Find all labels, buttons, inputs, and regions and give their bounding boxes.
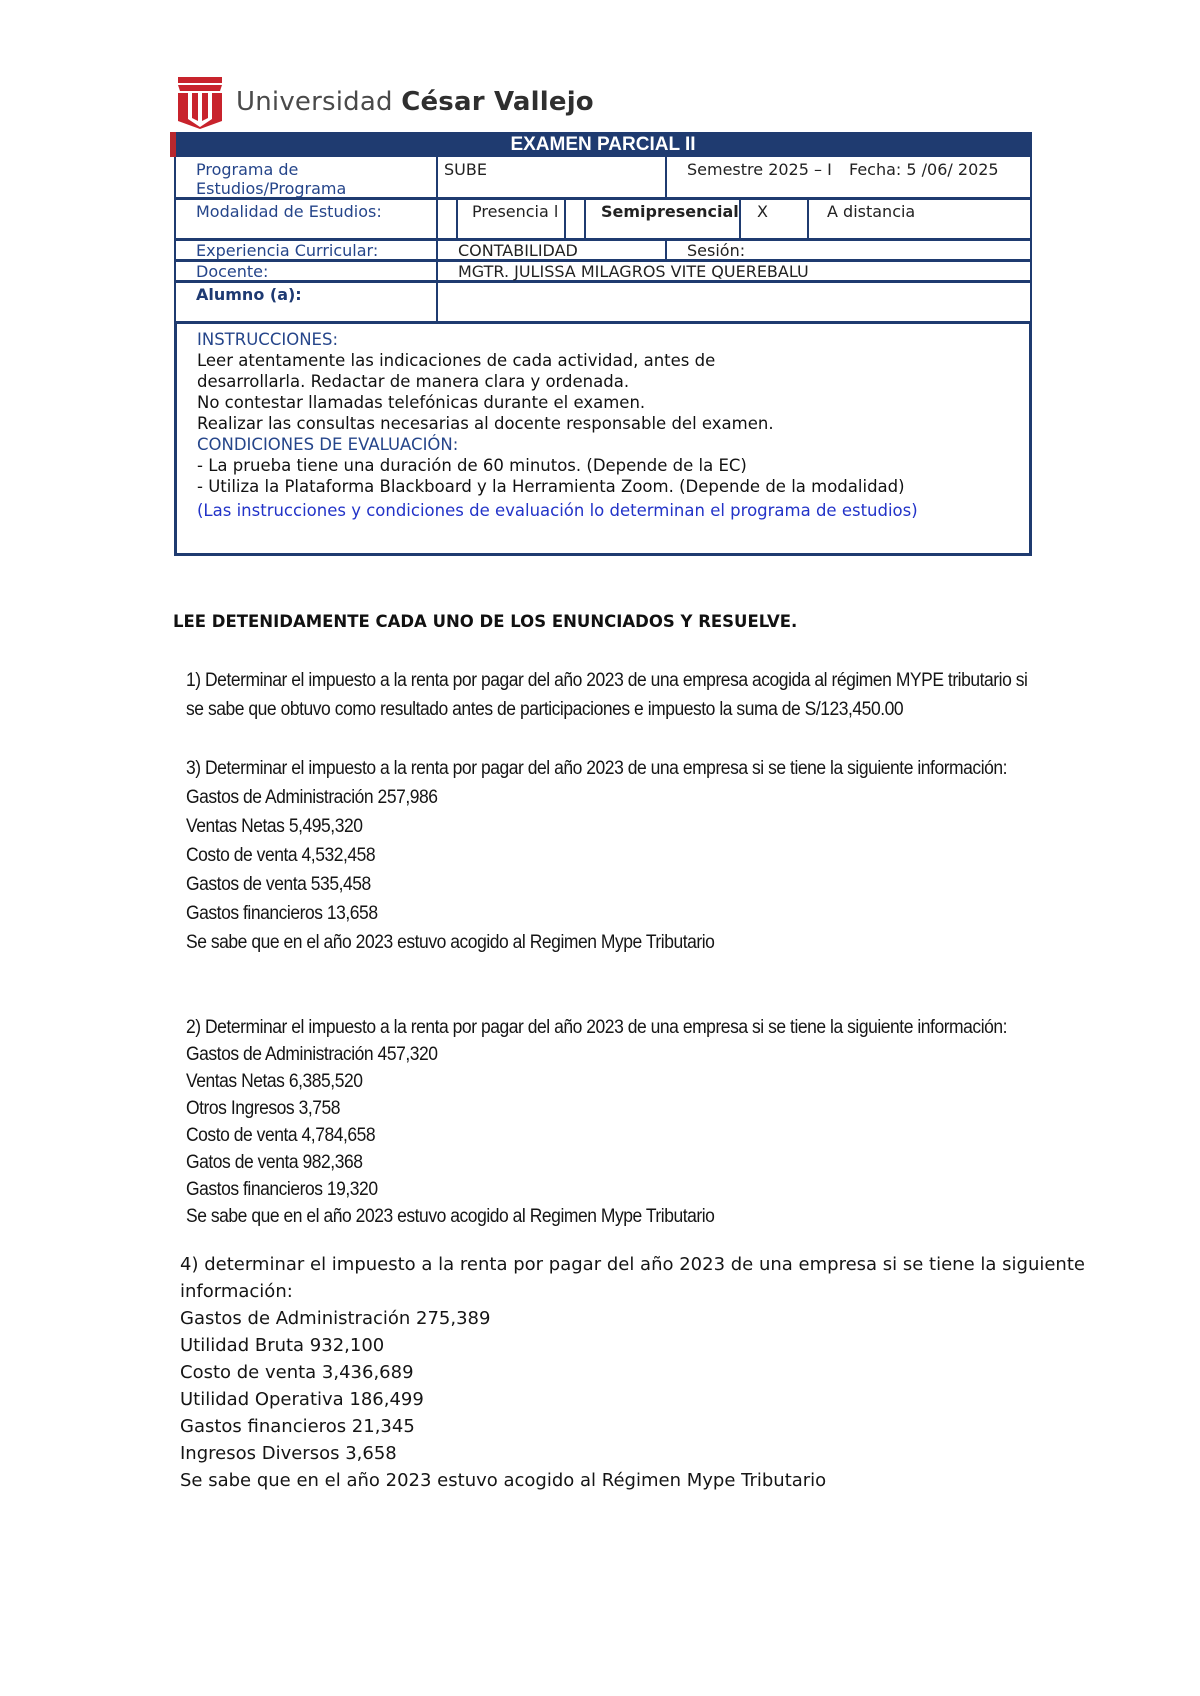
semestre-text: Semestre 2025 – I [687, 160, 832, 179]
question-3 [186, 754, 1007, 957]
question-1 [186, 666, 1027, 724]
question-item: Ventas Netas 5,495,320 [186, 816, 363, 837]
docente-label: Docente: [176, 262, 438, 280]
sesion-label: Sesión: [687, 241, 746, 260]
docente-row [176, 262, 1030, 283]
condition-line: - Utiliza la Plataforma Blackboard y la Herramienta Zoom. (Depende de la modalidad) [197, 477, 905, 496]
question-intro: información: [180, 1281, 293, 1302]
question-item: Gatos de venta 982,368 [186, 1152, 363, 1173]
question-item: Costo de venta 4,532,458 [186, 845, 376, 866]
programa-value: SUBE [438, 157, 667, 197]
question-item: Gastos financieros 19,320 [186, 1179, 378, 1200]
ucv-logo-icon [176, 75, 224, 129]
instructions-heading: INSTRUCCIONES: [197, 330, 338, 349]
modalidad-label: Modalidad de Estudios: [176, 200, 438, 238]
question-item: Ventas Netas 6,385,520 [186, 1071, 363, 1092]
modalidad-row [176, 200, 1030, 241]
question-item: Otros Ingresos 3,758 [186, 1098, 341, 1119]
exam-title: EXAMEN PARCIAL II [174, 132, 1032, 157]
exam-header [174, 132, 1032, 556]
condition-line: - La prueba tiene una duración de 60 minutos. (Depende de la EC) [197, 456, 747, 475]
presencial-label: Presencia l [458, 200, 566, 238]
instruction-line: Leer atentamente las indicaciones de cada actividad, antes de [197, 351, 716, 370]
question-item: Utilidad Bruta 932,100 [180, 1335, 385, 1356]
distancia-label: A distancia [827, 202, 916, 221]
alumno-label: Alumno (a): [176, 283, 438, 321]
university-name: Universidad César Vallejo [236, 87, 594, 117]
experiencia-value: CONTABILIDAD [438, 241, 667, 259]
instructions-box [174, 324, 1032, 556]
docente-value: MGTR. JULISSA MILAGROS VITE QUEREBALU [458, 262, 809, 281]
programa-row [176, 157, 1030, 200]
question-item: Utilidad Operativa 186,499 [180, 1389, 424, 1410]
question-item: Gastos de Administración 457,320 [186, 1044, 438, 1065]
question-intro: 4) determinar el impuesto a la renta por pagar del año 2023 de una empresa si se tiene la siguiente [180, 1254, 1085, 1275]
conditions-note: (Las instrucciones y condiciones de evaluación lo determinan el programa de estudios) [197, 501, 918, 520]
fecha-text: Fecha: 5 /06/ 2025 [849, 160, 999, 179]
question-item: Costo de venta 4,784,658 [186, 1125, 376, 1146]
question-closing: Se sabe que en el año 2023 estuvo acogido al Régimen Mype Tributario [180, 1470, 827, 1491]
question-item: Gastos financieros 21,345 [180, 1416, 415, 1437]
question-item: Gastos financieros 13,658 [186, 903, 378, 924]
instruction-line: Realizar las consultas necesarias al docente responsable del examen. [197, 414, 774, 433]
instruction-line: No contestar llamadas telefónicas durante el examen. [197, 393, 646, 412]
experiencia-label: Experiencia Curricular: [176, 241, 438, 259]
university-logo [176, 74, 594, 130]
instruction-line: desarrollarla. Redactar de manera clara y ordenada. [197, 372, 630, 391]
presencial-box [438, 200, 458, 238]
semipresencial-mark: X [741, 200, 809, 238]
programa-label: Programa de Estudios/Programa [176, 157, 438, 197]
question-text: se sabe que obtuvo como resultado antes de participaciones e impuesto la suma de S/123,450.00 [186, 699, 904, 720]
question-item: Gastos de Administración 257,986 [186, 787, 438, 808]
question-item: Ingresos Diversos 3,658 [180, 1443, 397, 1464]
question-2 [186, 1014, 1007, 1230]
semipresencial-spacer [566, 200, 586, 238]
question-item: Costo de venta 3,436,689 [180, 1362, 414, 1383]
question-closing: Se sabe que en el año 2023 estuvo acogido al Regimen Mype Tributario [186, 1206, 715, 1227]
semipresencial-label: Semipresencial [586, 200, 741, 238]
question-intro: 3) Determinar el impuesto a la renta por pagar del año 2023 de una empresa si se tiene la siguiente información: [186, 758, 1008, 779]
experiencia-row [176, 241, 1030, 262]
question-item: Gastos de venta 535,458 [186, 874, 371, 895]
question-closing: Se sabe que en el año 2023 estuvo acogido al Regimen Mype Tributario [186, 932, 715, 953]
exam-info-grid [174, 157, 1032, 324]
main-heading: LEE DETENIDAMENTE CADA UNO DE LOS ENUNCIADOS Y RESUELVE. [173, 612, 798, 631]
alumno-field[interactable] [438, 283, 1030, 321]
question-intro: 2) Determinar el impuesto a la renta por pagar del año 2023 de una empresa si se tiene la siguiente información: [186, 1017, 1008, 1038]
question-item: Gastos de Administración 275,389 [180, 1308, 491, 1329]
conditions-heading: CONDICIONES DE EVALUACIÓN: [197, 435, 459, 454]
question-text: 1) Determinar el impuesto a la renta por pagar del año 2023 de una empresa acogida al régimen MYPE tributario si [186, 670, 1028, 691]
question-4 [180, 1251, 1085, 1494]
alumno-row [176, 283, 1030, 324]
